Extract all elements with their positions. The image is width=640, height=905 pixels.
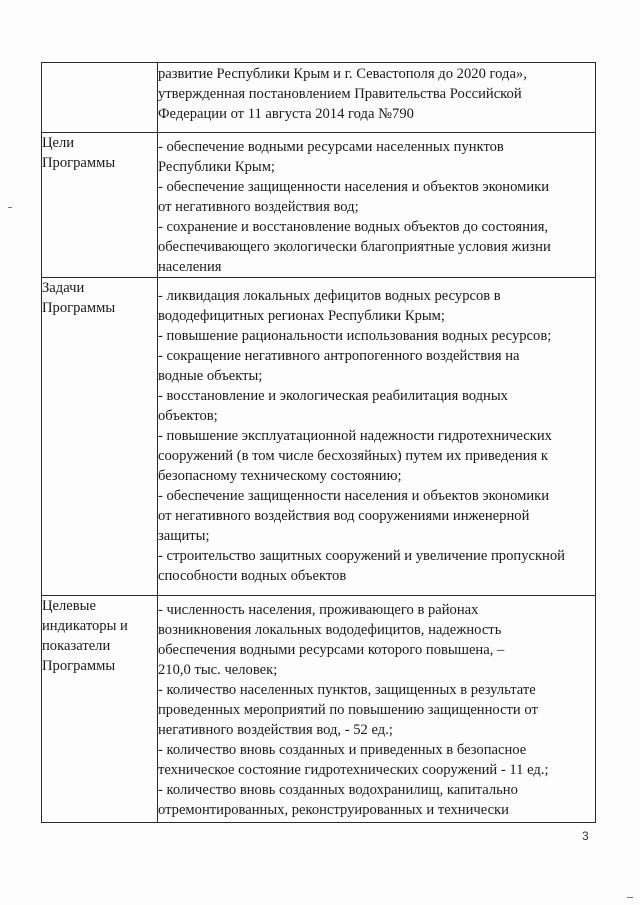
row-text-line: - повышение эксплуатационной надежности гидротехнических (158, 428, 552, 444)
row-label-line: Задачи (42, 280, 85, 296)
row-text-line: от негативного воздействия вод; (158, 199, 359, 215)
row-text-line: Республики Крым; (158, 159, 275, 175)
row-text-line: обеспечивающего экологически благоприятные условия жизни (158, 239, 551, 255)
row-label-line: показатели (42, 638, 111, 654)
row-text-line: негативного воздействия вод, - 52 ед.; (158, 722, 393, 738)
row-text-line: вододефицитных регионах Республики Крым; (158, 308, 445, 324)
row-label-line: Программы (42, 155, 116, 171)
row-text-line: сооружений (в том числе бесхозяйных) путем их приведения к (158, 448, 548, 464)
row-text-line: способности водных объектов (158, 568, 347, 584)
row-content-cell (158, 278, 596, 596)
row-content-cell (158, 133, 596, 278)
row-content-cell (158, 596, 596, 823)
row-text-line: - численность населения, проживающего в районах (158, 602, 479, 618)
row-text-line: - ликвидация локальных дефицитов водных ресурсов в (158, 288, 501, 304)
scan-margin-mark (627, 897, 633, 898)
table-row (42, 278, 596, 596)
row-text-line: - сохранение и восстановление водных объектов до состояния, (158, 219, 549, 235)
row-text-line: - количество вновь созданных водохранилищ, капитально (158, 782, 518, 798)
row-label-line: индикаторы и (42, 618, 128, 634)
row-text-line: - строительство защитных сооружений и увеличение пропускной (158, 548, 565, 564)
row-text-line: - количество вновь созданных и приведенных в безопасное (158, 742, 527, 758)
row-text-line: - обеспечение защищенности населения и объектов экономики (158, 488, 550, 504)
row-label-line: Цели (42, 135, 75, 151)
row-label-cell (42, 278, 158, 596)
row-text-line: - повышение рациональности использования водных ресурсов; (158, 328, 552, 344)
row-text-line: - обеспечение водными ресурсами населенных пунктов (158, 139, 504, 155)
row-text-line: от негативного воздействия вод сооружениями инженерной (158, 508, 530, 524)
row-text-line: объектов; (158, 408, 218, 424)
row-text-line: населения (158, 259, 222, 275)
row-content-cell (158, 63, 596, 133)
table-body (42, 63, 596, 823)
row-label-line: Целевые (42, 598, 96, 614)
scan-margin-mark (8, 207, 12, 208)
table-row (42, 596, 596, 823)
row-text-line: возникновения локальных вододефицитов, надежность (158, 622, 502, 638)
row-label-line: Программы (42, 658, 116, 674)
row-text-line: - обеспечение защищенности населения и объектов экономики (158, 179, 550, 195)
table-row (42, 133, 596, 278)
row-text-line: - количество населенных пунктов, защищенных в результате (158, 682, 536, 698)
row-text-line: техническое состояние гидротехнических сооружений - 11 ед.; (158, 762, 549, 778)
row-label-cell (42, 133, 158, 278)
row-text-line: Федерации от 11 августа 2014 года №790 (158, 106, 414, 122)
row-text-line: 210,0 тыс. человек; (158, 662, 278, 678)
row-text-line: защиты; (158, 528, 210, 544)
page-number: 3 (582, 829, 589, 843)
row-text-line: - восстановление и экологическая реабилитация водных (158, 388, 508, 404)
row-label-line: Программы (42, 300, 116, 316)
row-label-cell (42, 596, 158, 823)
program-passport-table (41, 62, 596, 823)
row-text-line: безопасному техническому состоянию; (158, 468, 402, 484)
table-row (42, 63, 596, 133)
row-text-line: обеспечения водными ресурсами которого повышена, – (158, 642, 505, 658)
row-label-cell (42, 63, 158, 133)
row-text-line: отремонтированных, реконструированных и технически (158, 802, 509, 818)
row-text-line: проведенных мероприятий по повышению защищенности от (158, 702, 538, 718)
row-text-line: - сокращение негативного антропогенного воздействия на (158, 348, 520, 364)
row-text-line: развитие Республики Крым и г. Севастополя до 2020 года», (158, 66, 527, 82)
row-text-line: водные объекты; (158, 368, 263, 384)
row-text-line: утвержденная постановлением Правительства Российской (158, 86, 522, 102)
